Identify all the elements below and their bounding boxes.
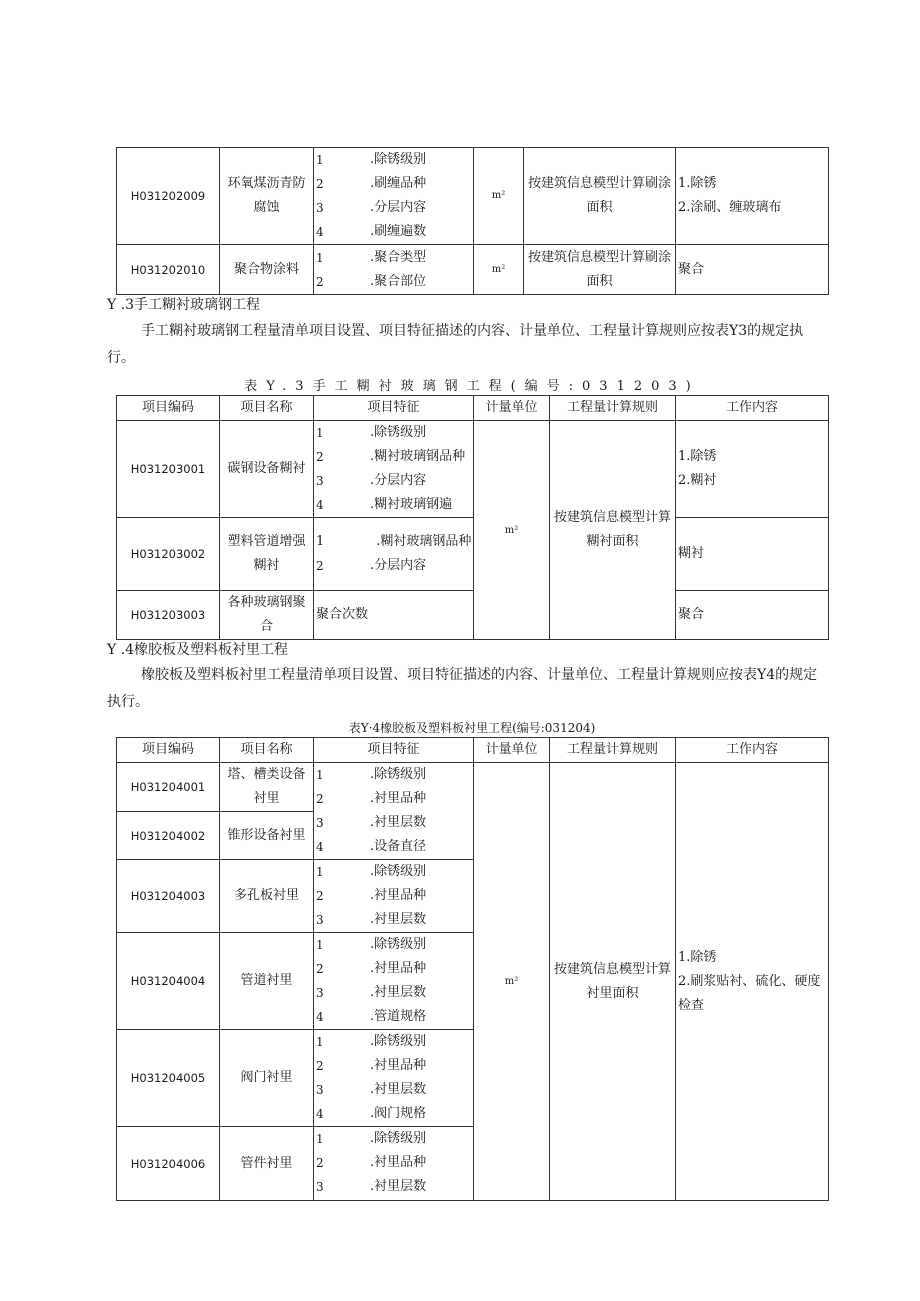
column-header: 计量单位 (474, 396, 550, 421)
item-work: 聚合 (676, 591, 829, 640)
column-header: 工作内容 (676, 396, 829, 421)
item-work: 聚合 (676, 245, 829, 295)
table-y3 (116, 395, 829, 640)
table-caption-y3: 表Y.3手工糊衬玻璃钢工程(编号:031203) (244, 379, 700, 394)
column-header: 项目名称 (220, 738, 314, 763)
item-unit: m² (474, 245, 524, 295)
item-name: 锥形设备衬里 (220, 812, 314, 860)
table-row (117, 518, 829, 591)
item-features: 1 .除锈级别 2 .刷缠品种 3 .分层内容 4 .刷缠遍数 (314, 148, 474, 245)
item-name: 碳钢设备糊衬 (220, 421, 314, 518)
item-rule: 按建筑信息模型计算刷涂面积 (524, 245, 676, 295)
item-unit: m² (474, 148, 524, 245)
item-rule: 按建筑信息模型计算刷涂面积 (524, 148, 676, 245)
item-code: H031204003 (117, 860, 220, 933)
table-y4 (116, 737, 829, 1201)
item-work: 1.除锈 2.刷浆贴衬、硫化、硬度检查 (676, 763, 829, 1201)
item-features: 1 .除锈级别 2 .衬里品种 3 .衬里层数 4 .管道规格 (314, 933, 474, 1030)
table-header-row (117, 396, 829, 421)
section-heading-y3: Y .3手工糊衬玻璃钢工程 (107, 297, 261, 313)
item-unit: m² (474, 421, 550, 640)
item-code: H031203001 (117, 421, 220, 518)
item-rule: 按建筑信息模型计算糊衬面积 (550, 421, 676, 640)
table-row (117, 763, 829, 812)
item-name: 环氧煤沥青防腐蚀 (220, 148, 314, 245)
column-header: 项目编码 (117, 396, 220, 421)
item-code: H031204006 (117, 1127, 220, 1201)
column-header: 工程量计算规则 (550, 738, 676, 763)
item-code: H031204002 (117, 812, 220, 860)
table-row (117, 245, 829, 295)
item-name: 管道衬里 (220, 933, 314, 1030)
item-code: H031203002 (117, 518, 220, 591)
item-features: 1 .除锈级别 2 .衬里品种 3 .衬里层数 (314, 1127, 474, 1201)
item-features: 1 .除锈级别 2 .糊衬玻璃钢品种 3 .分层内容 4 .糊衬玻璃钢遍 (314, 421, 474, 518)
table-row (117, 148, 829, 245)
item-work: 1.除锈 2.糊衬 (676, 421, 829, 518)
column-header: 工作内容 (676, 738, 829, 763)
item-code: H031202010 (117, 245, 220, 295)
item-features: 聚合次数 (314, 591, 474, 640)
item-features: 1 .除锈级别 2 .衬里品种 3 .衬里层数 4 .阀门规格 (314, 1030, 474, 1127)
item-name: 管件衬里 (220, 1127, 314, 1201)
section-paragraph-y3: 手工糊衬玻璃钢工程量清单项目设置、项目特征描述的内容、计量单位、工程量计算规则应按表Y3的规定执行。 (107, 323, 804, 366)
table-row (117, 591, 829, 640)
item-code: H031202009 (117, 148, 220, 245)
column-header: 项目编码 (117, 738, 220, 763)
table-y2-continuation (116, 147, 829, 295)
table-header-row (117, 738, 829, 763)
item-name: 塔、槽类设备衬里 (220, 763, 314, 812)
item-features: 1 .糊衬玻璃钢品种 2 .分层内容 (314, 518, 474, 591)
column-header: 项目特征 (314, 738, 474, 763)
item-code: H031203003 (117, 591, 220, 640)
item-name: 阀门衬里 (220, 1030, 314, 1127)
column-header: 项目特征 (314, 396, 474, 421)
item-rule: 按建筑信息模型计算衬里面积 (550, 763, 676, 1201)
item-code: H031204004 (117, 933, 220, 1030)
item-code: H031204005 (117, 1030, 220, 1127)
item-work: 糊衬 (676, 518, 829, 591)
section-paragraph-y4: 橡胶板及塑料板衬里工程量清单项目设置、项目特征描述的内容、计量单位、工程量计算规则应按表Y4的规定执行。 (107, 667, 818, 710)
table-caption-y4: 表Y·4橡胶板及塑料板衬里工程(编号:031204) (348, 721, 596, 735)
column-header: 工程量计算规则 (550, 396, 676, 421)
section-heading-y4: Y .4橡胶板及塑料板衬里工程 (107, 642, 289, 658)
column-header: 计量单位 (474, 738, 550, 763)
item-code: H031204001 (117, 763, 220, 812)
item-unit: m² (474, 763, 550, 1201)
item-name: 多孔板衬里 (220, 860, 314, 933)
item-features: 1 .除锈级别 2 .衬里品种 3 .衬里层数 (314, 860, 474, 933)
item-name: 聚合物涂料 (220, 245, 314, 295)
column-header: 项目名称 (220, 396, 314, 421)
item-name: 塑料管道增强糊衬 (220, 518, 314, 591)
item-work: 1.除锈 2.涂刷、缠玻璃布 (676, 148, 829, 245)
item-name: 各种玻璃钢聚合 (220, 591, 314, 640)
item-features: 1 .聚合类型 2 .聚合部位 (314, 245, 474, 295)
item-features: 1 .除锈级别 2 .衬里品种 3 .衬里层数 4 .设备直径 (314, 763, 474, 860)
table-row (117, 421, 829, 518)
